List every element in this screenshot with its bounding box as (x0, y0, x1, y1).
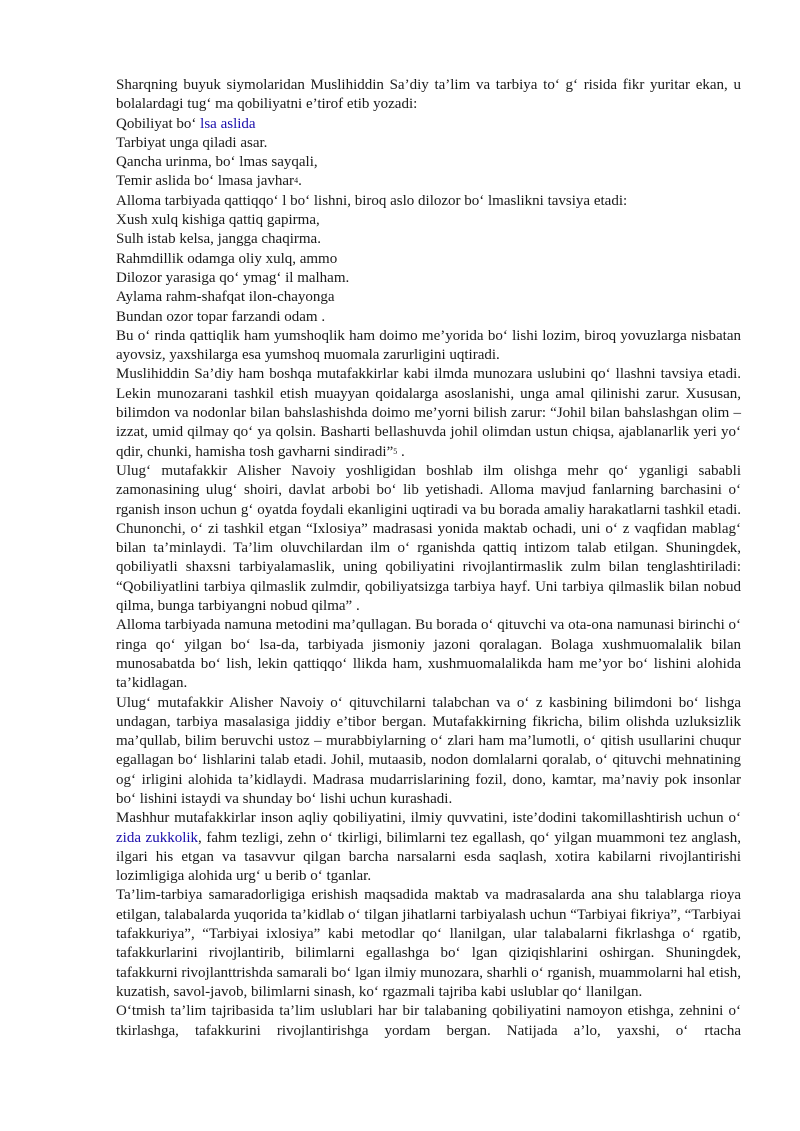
footnote-ref-4: 4 (294, 176, 299, 186)
paragraph-4 (116, 365, 741, 461)
poem-2-line-1: Xush xulq kishiga qattiq gapirma, (116, 212, 320, 229)
poem-1-line-2: Tarbiyat unga qiladi asar. (116, 134, 268, 151)
poem-1-line-4-text: Temir aslida bo‘ lmasa javhar (116, 173, 295, 190)
paragraph-8-text-start: Mashhur mutafakkirlar inson aqliy qobiliyatini, ilmiy quvvatini, iste’dodini takomillashtirish uchun o‘ (116, 810, 741, 827)
paragraph-8-text-end: , fahm tezligi, zehn o‘ tkirligi, bilimlarni tez egallash, qo‘ yilgan muammoni tez anglash, ilgari his etgan va tasavvur qilgan barcha narsalarni esda saqlash, xotira kabilarni rivojlantirishi lozimligiga alohida urg‘ u berib o‘ tganlar. (116, 829, 741, 885)
paragraph-5: Ulug‘ mutafakkir Alisher Navoiy yoshligidan boshlab ilm olishga mehr qo‘ yganligi sababli zamonasining ulug‘ shoiri, davlat arbobi bo‘ lib yetishadi. Alloma mavjud fanlarning barchasini o‘ rganish inson uchun g‘ oyatda foydali ekanligini uqtiradi va bu borada amaliy harakatlarni tashkil etadi. Chunonchi, o‘ zi tashkil etgan “Ixlosiya” madrasasi yonida maktab ochadi, uni o‘ z vaqfidan mablag‘ bilan ta’minlaydi. Ta’lim oluvchilardan ilm o‘ rganishda qattiq intizom talab etilgan. Shuningdek, qobiliyatli shaxsni tarbiyalamaslik, uning qobiliyatini rivojlantirmaslik zulm bilan tenglashtiriladi: “Qobiliyatlini tarbiya qilmaslik zulmdir, qobiliyatsizga tarbiya hayf. Uni tarbiya qilmaslik bilan nobud qilma, bunga tarbiyangni nobud qilma” . (116, 462, 741, 615)
paragraph-6: Alloma tarbiyada namuna metodini ma’qullagan. Bu borada o‘ qituvchi va ota-ona namunasi birinchi o‘ ringa qo‘ yilgan bo‘ lsa-da, tarbiyada jismoniy jazoni qoralagan. Bolaga xushmuomalalik bilan munosabatda bo‘ lish, lekin qattiqqo‘ llikda ham, xushmuomalalikda ham me’yor bo‘ lishini alohida ta’kidlagan. (116, 617, 741, 692)
paragraph-4-end: . (397, 443, 405, 460)
paragraph-3: Bu o‘ rinda qattiqlik ham yumshoqlik ham doimo me’yorida bo‘ lishi lozim, biroq yovuzlarga nisbatan ayovsiz, yaxshilarga esa yumshoq muomala zarurligini uqtiradi. (116, 327, 741, 364)
poem-1-line-1-text: Qobiliyat bo‘ (116, 115, 201, 132)
poem-1-line-3: Qancha urinma, bo‘ lmas sayqali, (116, 154, 318, 171)
paragraph-2: Alloma tarbiyada qattiqqo‘ l bo‘ lishni, biroq aslo dilozor bo‘ lmaslikni tavsiya etadi: (116, 192, 628, 209)
paragraph-8-hyperlink[interactable]: zida zukkolik (116, 829, 199, 846)
footnote-ref-5: 5 (393, 446, 398, 456)
poem-2-line-5: Aylama rahm-shafqat ilon-chayonga (116, 289, 335, 306)
paragraph-10: O‘tmish ta’lim tajribasida ta’lim uslublari har bir talabaning qobiliyatini namoyon etishga, zehnini o‘ tkirlashga, tafakkurini rivojlantirishga yordam bergan. Natijada a’lo, yaxshi, o‘ rtacha (116, 1003, 741, 1039)
document-page (116, 76, 741, 1041)
poem-2-line-6: Bundan ozor topar farzandi odam . (116, 308, 326, 325)
poem-1-hyperlink[interactable]: lsa aslida (200, 115, 256, 132)
poem-1-line-1 (116, 115, 741, 134)
paragraph-4-text: Muslihiddin Sa’diy ham boshqa mutafakkirlar kabi ilmda munozara uslubini qo‘ llashni tavsiya etadi. Lekin munozarani tashkil etish muayyan qoidalarga asoslanishi, unga amal qilinishi zarur. Xususan, bilimdon va nodonlar bilan bahslashishda doimo me’yorni bilish zarur: “Johil bilan bahslashgan olim – izzat, umid qilmay qo‘ ya qolsin. Basharti bellashuvda johil olimdan ustun chiqsa, ajablanarlik yeri yo‘ qdir, chunki, hamisha tosh gavharni sindiradi” (116, 366, 741, 460)
paragraph-1: Sharqning buyuk siymolaridan Muslihiddin Sa’diy ta’lim va tarbiya to‘ g‘ risida fikr yuritar ekan, u bolalardagi tug‘ ma qobiliyatni e’tirof etib yozadi: (116, 77, 741, 113)
paragraph-9: Ta’lim-tarbiya samaradorligiga erishish maqsadida maktab va madrasalarda ana shu talablarga rioya etilgan, talabalarda yuqorida ta’kidlab o‘ tilgan jihatlarni tarbiyalash uchun “Tarbiyai fikriya”, “Tarbiyai tafakkuriya”, “Tarbiyai ixlosiya” kabi metodlar qo‘ llanilgan, ular talabalarni fikrlashga o‘ rgatib, tafakkurlarini rivojlantirib, bilimlarni egallashga bo‘ lgan qiziqishlarini oshirgan. Shuningdek, tafakkurni rivojlanttrishda samarali bo‘ lgan ilmiy munozara, sharhli o‘ rganish, muammolarni hal etish, kuzatish, savol-javob, bilimlarni sinash, ko‘ rgazmali tajriba kabi uslublar qo‘ llanilgan. (116, 887, 741, 1000)
poem-2-line-2: Sulh istab kelsa, jangga chaqirma. (116, 231, 321, 248)
poem-2-line-3: Rahmdillik odamga oliy xulq, ammo (116, 250, 338, 267)
paragraph-8 (116, 809, 741, 886)
poem-2-line-4: Dilozor yarasiga qo‘ ymag‘ il malham. (116, 269, 350, 286)
paragraph-7: Ulug‘ mutafakkir Alisher Navoiy o‘ qituvchilarni talabchan va o‘ z kasbining bilimdoni bo‘ lishga undagan, tarbiya masalasiga jiddiy e’tibor bergan. Mutafakkirning fikricha, bilim olishda uzluksizlik ma’qullab, bilim beruvchi ustoz – murabbiylarning o‘ zlari ham ma’lumotli, o‘ qitish usullarini chuqur egallagan bo‘ lishlarini talab etadi. Johil, mutaasib, nodon domlalarni qoralab, o‘ qituvchi mehnatining og‘ irligini alohida ta’kidlaydi. Madrasa mudarrislarining fozil, dono, kamtar, ma’naviy pok insonlar bo‘ lishini istaydi va shunday bo‘ lishi uchun kurashadi. (116, 694, 741, 807)
poem-1-line-4 (116, 172, 741, 191)
poem-1-line-4-end: . (298, 173, 302, 190)
poem-2 (116, 211, 741, 327)
poem-1 (116, 115, 741, 192)
